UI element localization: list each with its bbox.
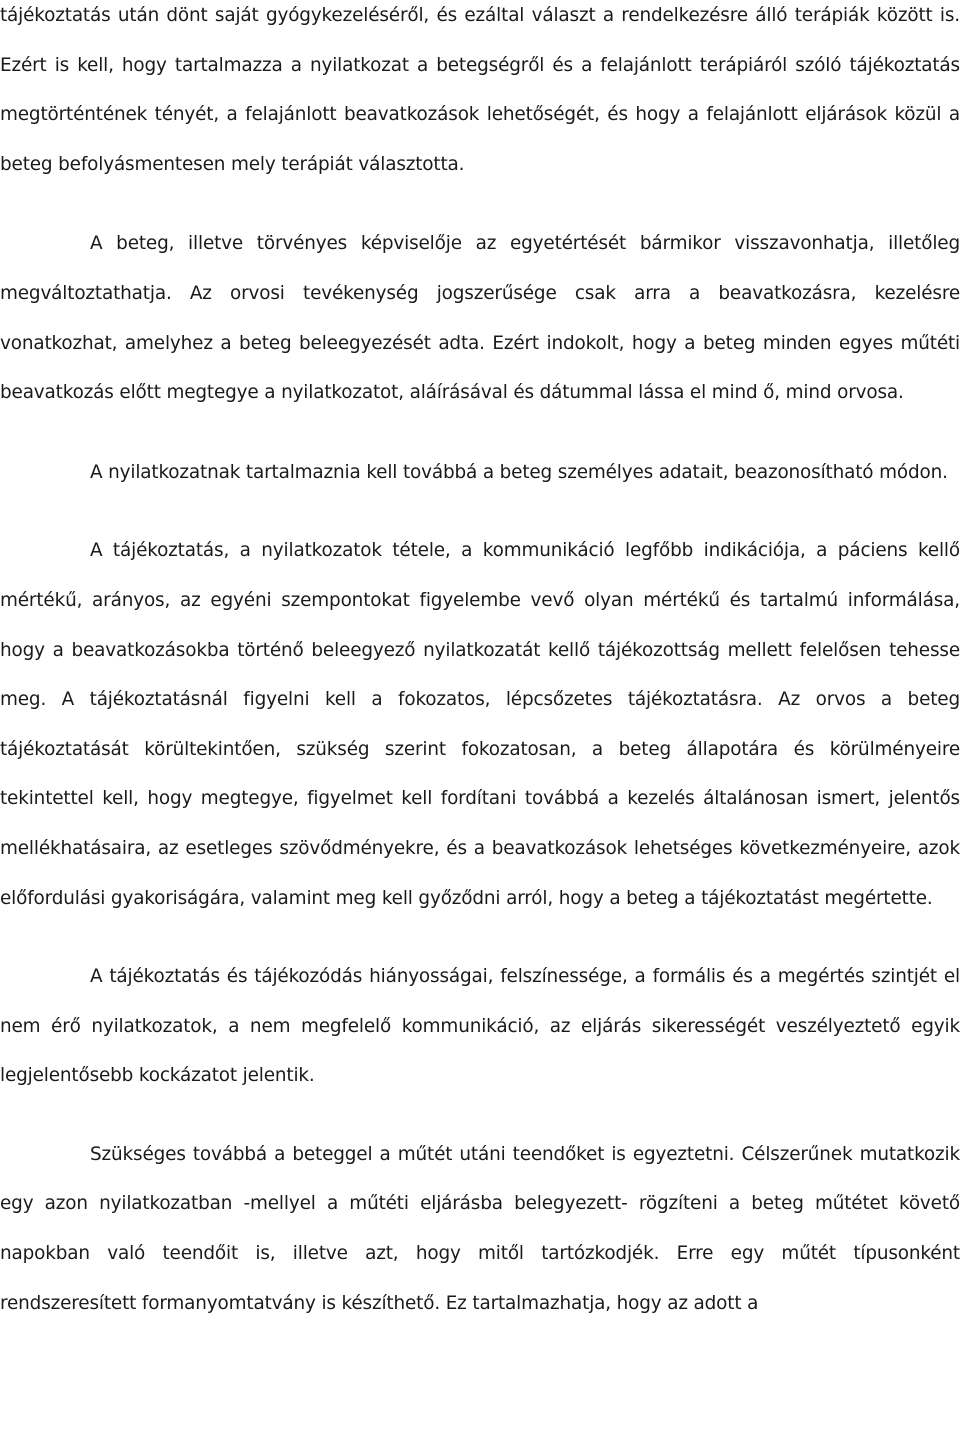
paragraph-3: A nyilatkozatnak tartalmaznia kell továbbá a beteg személyes adatait, beazonosítható módon. xyxy=(90,461,948,483)
paragraph-4: A tájékoztatás, a nyilatkozatok tétele, a kommunikáció legfőbb indikációja, a páciens kellő mértékű, arányos, az egyéni szempontokat figyelembe vevő olyan mértékű és tartalmú informálása, hogy a beavatkozásokba történő beleegyező nyilatkozatát kellő tájékozottság mellett felelősen tehesse meg. A tájékoztatásnál figyelni kell a fokozatos, lépcsőzetes tájékoztatásra. Az orvos a beteg tájékoztatását körültekintően, szükség szerint fokozatosan, a beteg állapotára és körülményeire tekintettel kell, hogy megtegye, figyelmet kell fordítani továbbá a kezelés általánosan ismert, jelentős mellékhatásaira, az esetleges szövődményekre, és a beavatkozások lehetséges következményeire, azok előfordulási gyakoriságára, valamint meg kell győződni arról, hogy a beteg a tájékoztatást megértette. xyxy=(0,540,960,909)
paragraph-gap xyxy=(0,1101,960,1130)
paragraph-5: A tájékoztatás és tájékozódás hiányosságai, felszínessége, a formális és a megértés szintjét el nem érő nyilatkozatok, a nem megfelelő kommunikáció, az eljárás sikerességét veszélyeztető egyik legjelentősebb kockázatot jelentik. xyxy=(0,966,960,1087)
paragraph-gap xyxy=(0,923,960,952)
paragraph-gap xyxy=(0,497,960,526)
paragraph-gap xyxy=(0,189,960,219)
paragraph-gap xyxy=(0,418,960,448)
paragraph-6: Szükséges továbbá a beteggel a műtét utáni teendőket is egyeztetni. Célszerűnek mutatkozik egy azon nyilatkozatban -mellyel a műtéti eljárásba belegyezett- rögzíteni a beteg műtétet követő napokban való teendőit is, illetve azt, hogy mitől tartózkodjék. Erre egy műtét típusonként rendszeresített formanyomtatvány is készíthető. Ez tartalmazhatja, hogy az adott a xyxy=(0,1143,960,1314)
paragraph-1: tájékoztatás után dönt saját gyógykezeléséről, és ezáltal választ a rendelkezésre álló terápiák között is. Ezért is kell, hogy tartalmazza a nyilatkozat a betegségről és a felajánlott terápiáról szóló tájékoztatás megtörténtének tényét, a felajánlott beavatkozások lehetőségét, és hogy a felajánlott eljárások közül a beteg befolyásmentesen mely terápiát választotta. xyxy=(0,5,960,175)
paragraph-2: A beteg, illetve törvényes képviselője az egyetértését bármikor visszavonhatja, illetőleg megváltoztathatja. Az orvosi tevékenység jogszerűsége csak arra a beavatkozásra, kezelésre vonatkozhat, amelyhez a beteg beleegyezését adta. Ezért indokolt, hogy a beteg minden egyes műtéti beavatkozás előtt megtegye a nyilatkozatot, aláírásával és dátummal lássa el mind ő, mind orvosa. xyxy=(0,233,960,404)
